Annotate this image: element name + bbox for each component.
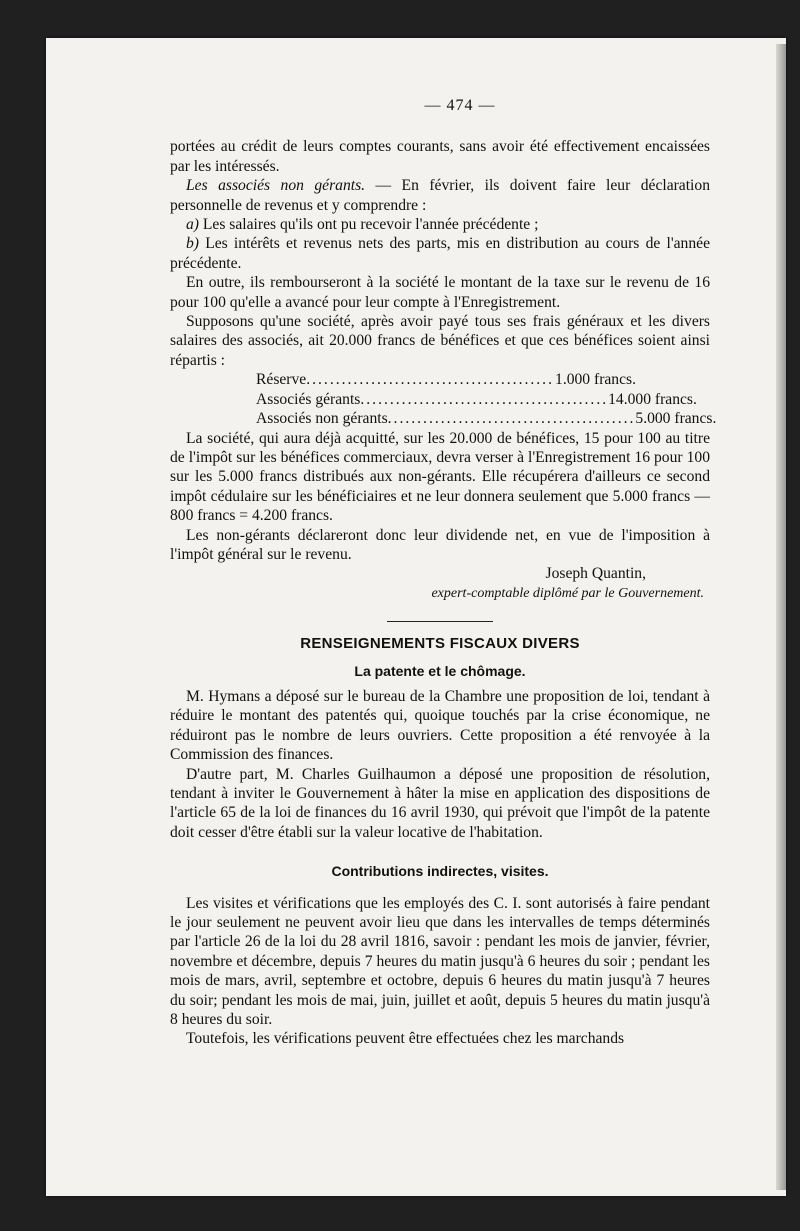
list-marker-b: b) (186, 235, 199, 253)
distribution-amount: 5.000 francs. (635, 410, 717, 428)
distribution-label: Réserve (256, 371, 307, 389)
distribution-row (256, 390, 697, 409)
section-title: RENSEIGNEMENTS FISCAUX DIVERS (300, 635, 580, 653)
paragraph-supposons: Supposons qu'une société, après avoir payé tous ses frais généraux et les divers salaires des associés, ait 20.000 francs de bénéfices et que ces bénéfices soient ainsi répartis : (170, 313, 710, 369)
distribution-amount: 1.000 francs. (555, 371, 636, 389)
distribution-row (256, 409, 717, 428)
distribution-label: Associés non gérants (256, 410, 388, 428)
paragraph-toutefois: Toutefois, les vérifications peuvent être effectuées chez les marchands (186, 1030, 625, 1048)
spacer (170, 842, 710, 854)
list-text-b: Les intérêts et revenus nets des parts, mis en distribution au cours de l'année précédente. (170, 235, 710, 272)
list-text-a: Les salaires qu'ils ont pu recevoir l'année précédente ; (199, 216, 539, 234)
section-divider (387, 621, 493, 622)
leader-dots: .......................................... (360, 390, 609, 408)
page-number: — 474 — (424, 97, 496, 114)
list-marker-a: a) (186, 216, 199, 234)
leader-dots: .......................................... (387, 410, 636, 428)
signature-name: Joseph Quantin, (545, 565, 646, 583)
paragraph-non-gerants: Les non-gérants déclareront donc leur dividende net, en vue de l'imposition à l'impôt général sur le revenu. (170, 526, 710, 563)
signature-role: expert-comptable diplômé par le Gouvernement. (431, 585, 704, 601)
paragraph-text: — En février, ils doivent faire leur déclaration personnelle de revenus et y comprendre : (170, 177, 710, 214)
paragraph-lead-italic: Les associés non gérants. (186, 177, 366, 195)
list-item-a (170, 215, 710, 234)
paragraph-continuation: portées au crédit de leurs comptes courants, sans avoir été effectivement encaissées par les intéressés. (170, 138, 710, 175)
distribution-label: Associés gérants (256, 390, 361, 408)
paragraph-visites: Les visites et vérifications que les employés des C. I. sont autorisés à faire pendant le jour seulement ne peuvent avoir lieu que dans les intervalles de temps déterminés par l'article 26 de la loi du 28 avril 1816, savoir : pendant les mois de janvier, février, novembre et décembre, depuis 7 heures du matin jusqu'à 6 heures du soir ; pendant les mois de mars, avril, septembre et octobre, depuis 6 heures du matin jusqu'à 7 heures du soir; pendant les mois de mai, juin, juillet et août, depuis 5 heures du matin jusqu'à 8 heures du soir. (170, 894, 710, 1029)
paragraph-la-societe: La société, qui aura déjà acquitté, sur les 20.000 de bénéfices, 15 pour 100 au titre de l'impôt sur les bénéfices commerciaux, devra verser à l'Enregistrement 16 pour 100 sur les 5.000 francs distribués aux non-gérants. Elle récupérera d'ailleurs ce second impôt cédulaire sur les bénéficiaires et ne leur donnera seulement que 5.000 francs — 800 francs = 4.200 francs. (170, 429, 710, 525)
paragraph-associes-non-gerants (170, 176, 710, 215)
subsection-title-contributions: Contributions indirectes, visites. (331, 863, 549, 880)
leader-dots: .......................................... (306, 371, 554, 389)
subsection-title-patente: La patente et le chômage. (354, 662, 526, 679)
page-content (170, 96, 717, 1049)
list-item-b (170, 234, 710, 273)
paragraph-en-outre: En outre, ils rembourseront à la société le montant de la taxe sur le revenu de 16 pour 100 qu'elle a avancé pour leur compte à l'Enregistrement. (170, 274, 710, 311)
paragraph-hymans: M. Hymans a déposé sur le bureau de la Chambre une proposition de loi, tendant à réduire le montant des patentés qui, quoique touchés par la crise économique, ne réduiront pas le nombre de leurs ouvriers. Cette proposition a été renvoyée à la Commission des finances. (170, 687, 710, 764)
distribution-row (256, 370, 636, 389)
distribution-amount: 14.000 francs. (608, 390, 697, 408)
page-edge-shadow (776, 44, 786, 1190)
paragraph-guilhaumon: D'autre part, M. Charles Guilhaumon a déposé une proposition de résolution, tendant à inviter le Gouvernement à hâter la mise en application des dispositions de l'article 65 de la loi de finances du 16 avril 1930, qui prévoit que l'impôt de la patente doit cesser d'être établi sur la valeur locative de l'habitation. (170, 765, 710, 841)
distribution-table (170, 370, 717, 428)
